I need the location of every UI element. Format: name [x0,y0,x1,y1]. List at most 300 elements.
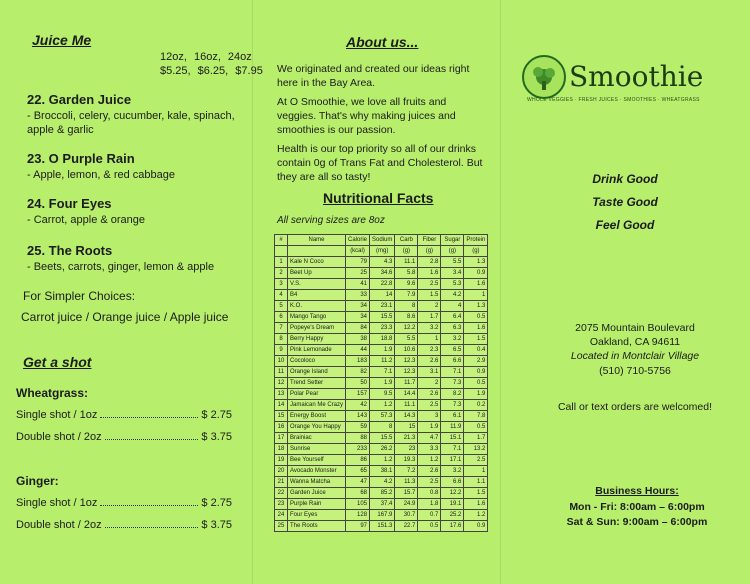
table-cell: 3.2 [441,466,464,477]
table-cell: 42 [346,400,370,411]
table-cell: 26.2 [370,444,395,455]
address-city: Oakland, CA 94611 [589,336,681,348]
fold-line-left [252,0,253,584]
juice-item [27,151,242,182]
table-cell: 38.1 [370,466,395,477]
table-cell: 1.9 [370,345,395,356]
shot-label: Double shot / 2oz [16,431,102,443]
table-cell: 2.8 [418,257,441,268]
table-cell: 0.5 [464,312,488,323]
ginger-title: Ginger: [16,474,59,488]
table-cell: 2 [275,268,288,279]
table-cell: 38 [346,334,370,345]
nutrition-table [274,234,488,532]
table-cell: 15 [395,422,418,433]
juice-item-name: 24. Four Eyes [27,196,112,211]
table-cell: 12.3 [395,356,418,367]
juice-item [27,92,242,137]
serving-size-note: All serving sizes are 8oz [277,215,385,226]
table-cell: 4 [275,290,288,301]
table-cell: Jamaican Me Crazy [288,400,346,411]
juice-prices: $5.25, $6.25, $7.95 [160,65,263,77]
table-cell: 0.9 [464,268,488,279]
table-row [275,477,488,488]
table-cell: 3.3 [418,444,441,455]
table-cell: 11.3 [395,477,418,488]
juice-item-ingredients: - Carrot, apple & orange [27,214,146,226]
table-cell: 84 [346,323,370,334]
table-cell: 7.1 [370,367,395,378]
table-cell: Four Eyes [288,510,346,521]
table-cell: 41 [346,279,370,290]
table-cell: 22 [275,488,288,499]
about-title: About us... [346,34,419,50]
table-header-cell: Name [288,235,346,246]
table-cell: 86 [346,455,370,466]
table-cell: Popeye's Dream [288,323,346,334]
table-cell: 157 [346,389,370,400]
table-cell: 0.9 [464,521,488,532]
table-cell: 10 [275,356,288,367]
table-cell: 6.4 [441,312,464,323]
dot-leader [105,439,199,440]
table-unit-cell [288,246,346,257]
table-cell: 11.9 [441,422,464,433]
juice-menu-title: Juice Me [32,32,92,48]
table-cell: 4.7 [418,433,441,444]
table-cell: 1 [464,466,488,477]
table-cell: 3.4 [441,268,464,279]
table-row [275,301,488,312]
table-header-cell: Sodium [370,235,395,246]
table-cell: 17 [275,433,288,444]
table-cell: 19 [275,455,288,466]
table-cell: 4.2 [441,290,464,301]
table-cell: 1.6 [464,499,488,510]
shot-label: Single shot / 1oz [16,497,98,509]
table-cell: 1.6 [464,323,488,334]
table-cell: 2 [418,301,441,312]
table-cell: 7.2 [395,466,418,477]
table-header-cell: # [275,235,288,246]
call-text-note: Call or text orders are welcomed! [557,401,713,413]
shot-title: Get a shot [23,354,92,370]
table-header-cell: Carb [395,235,418,246]
table-cell: 14 [275,400,288,411]
table-cell: Energy Boost [288,411,346,422]
table-cell: K.O. [288,301,346,312]
table-cell: 0.5 [464,378,488,389]
table-cell: 11 [275,367,288,378]
hours-weekday: Mon - Fri: 8:00am – 6:00pm [569,501,705,513]
table-cell: 6.1 [441,411,464,422]
table-cell: 9.5 [370,389,395,400]
table-cell: 1.5 [464,334,488,345]
table-cell: 16 [275,422,288,433]
table-cell: 8.6 [395,312,418,323]
wheatgrass-title: Wheatgrass: [16,386,89,400]
table-cell: 21.3 [395,433,418,444]
brand-name: Smoothie [569,60,704,93]
table-cell: 1.6 [464,279,488,290]
about-paragraph: We originated and created our ideas right here in the Bay Area. [277,63,470,89]
slogan: Taste Good [592,195,658,209]
table-cell: 11.1 [395,257,418,268]
table-cell: 1.2 [418,455,441,466]
juice-sizes: 12oz, 16oz, 24oz [160,51,252,63]
about-paragraph: Health is our top priority so all of our drinks contain 0g of Trans Fat and Cholesterol. But they are all so tasty! [277,143,483,183]
table-row [275,257,488,268]
table-cell: V.S. [288,279,346,290]
table-unit-cell [275,246,288,257]
dot-leader [105,527,199,528]
table-cell: 6.6 [441,477,464,488]
table-cell: Wanna Matcha [288,477,346,488]
phone-number[interactable]: (510) 710-5756 [599,365,671,377]
table-cell: 8 [395,301,418,312]
table-cell: 7.9 [395,290,418,301]
table-cell: 34.6 [370,268,395,279]
table-cell: Berry Happy [288,334,346,345]
table-header-cell: Calorie [346,235,370,246]
table-cell: 128 [346,510,370,521]
table-cell: 14 [370,290,395,301]
table-cell: 21 [275,477,288,488]
table-cell: 44 [346,345,370,356]
table-cell: 59 [346,422,370,433]
table-cell: 79 [346,257,370,268]
table-cell: 2.6 [418,466,441,477]
dot-leader [100,417,198,418]
table-cell: 7.3 [441,400,464,411]
table-cell: 11.7 [395,378,418,389]
table-cell: 17.1 [441,455,464,466]
wheatgrass-single-line [16,409,232,421]
table-unit-cell: (g) [464,246,488,257]
fold-line-right [500,0,501,584]
table-units-row [275,246,488,257]
table-cell: 4.3 [370,257,395,268]
table-cell: 151.3 [370,521,395,532]
table-cell: 1.9 [464,389,488,400]
table-cell: 4 [441,301,464,312]
table-row [275,290,488,301]
table-cell: 1.3 [464,257,488,268]
juice-item-ingredients: - Beets, carrots, ginger, lemon & apple [27,261,215,273]
table-cell: 7.1 [441,367,464,378]
table-unit-cell: (mg) [370,246,395,257]
table-cell: 20 [275,466,288,477]
table-cell: 12.2 [395,323,418,334]
table-cell: Mango Tango [288,312,346,323]
juice-item [27,196,242,227]
table-cell: 5.5 [441,257,464,268]
table-row [275,312,488,323]
table-row [275,499,488,510]
table-cell: Beet Up [288,268,346,279]
table-cell: 2.5 [418,400,441,411]
table-cell: 8 [275,334,288,345]
table-cell: The Roots [288,521,346,532]
address-street: 2075 Mountain Boulevard [575,322,695,334]
table-cell: 183 [346,356,370,367]
table-row [275,268,488,279]
table-cell: 11.1 [395,400,418,411]
table-cell: 5.8 [395,268,418,279]
table-cell: 25 [275,521,288,532]
shot-price: $ 3.75 [201,431,232,443]
table-cell: 14.4 [395,389,418,400]
table-cell: 2.5 [418,279,441,290]
table-cell: 15.5 [370,312,395,323]
table-cell: 1.9 [418,422,441,433]
table-cell: 6.3 [441,323,464,334]
table-cell: 47 [346,477,370,488]
wheatgrass-double-line [16,431,232,443]
table-cell: 15 [275,411,288,422]
table-cell: 3.2 [441,334,464,345]
juice-item-name: 23. O Purple Rain [27,151,135,166]
table-cell: 0.5 [418,521,441,532]
table-cell: 0.8 [418,488,441,499]
juice-item [27,243,242,274]
juice-item-name: 25. The Roots [27,243,113,258]
table-cell: 6.5 [441,345,464,356]
table-header-row [275,235,488,246]
table-cell: 34 [346,301,370,312]
table-cell: 9.6 [395,279,418,290]
table-cell: 10.6 [395,345,418,356]
table-row [275,323,488,334]
table-cell: 68 [346,488,370,499]
ginger-double-line [16,519,232,531]
simpler-choices-list: Carrot juice / Orange juice / Apple juice [21,310,229,324]
table-cell: 0.9 [464,367,488,378]
table-cell: 2 [418,378,441,389]
table-row [275,356,488,367]
table-row [275,422,488,433]
table-cell: 5 [275,301,288,312]
table-cell: 1.2 [370,400,395,411]
slogan: Feel Good [595,218,655,232]
table-cell: 15.1 [441,433,464,444]
table-cell: 23.1 [370,301,395,312]
table-cell: 1.7 [464,433,488,444]
table-cell: 167.9 [370,510,395,521]
table-cell: 2.6 [418,389,441,400]
table-cell: 97 [346,521,370,532]
table-cell: 1.5 [418,290,441,301]
table-cell: Pink Lemonade [288,345,346,356]
table-cell: 65 [346,466,370,477]
table-cell: 0.4 [464,345,488,356]
table-row [275,411,488,422]
table-row [275,521,488,532]
table-header-cell: Protein [464,235,488,246]
table-row [275,389,488,400]
brand-tagline: WHOLE VEGGIES · FRESH JUICES · SMOOTHIES · WHEATGRASS [527,97,700,103]
table-cell: 13 [275,389,288,400]
shot-price: $ 3.75 [201,519,232,531]
table-row [275,367,488,378]
table-cell: 24 [275,510,288,521]
table-cell: 6 [275,312,288,323]
logo-emblem-icon [522,55,566,99]
table-cell: 12 [275,378,288,389]
juice-item-ingredients: - Broccoli, celery, cucumber, kale, spinach, apple & garlic [27,110,235,136]
table-body [275,257,488,532]
table-cell: 1 [418,334,441,345]
table-row [275,400,488,411]
table-cell: 0.7 [418,510,441,521]
table-cell: 22.8 [370,279,395,290]
ginger-single-line [16,497,232,509]
table-cell: 15.7 [395,488,418,499]
table-cell: 0.5 [464,422,488,433]
table-cell: 18 [275,444,288,455]
table-cell: 19.3 [395,455,418,466]
table-cell: 8.2 [441,389,464,400]
table-cell: 2.6 [418,356,441,367]
table-cell: 3.2 [418,323,441,334]
table-cell: 50 [346,378,370,389]
table-cell: Orange You Happy [288,422,346,433]
table-cell: 23.3 [370,323,395,334]
table-cell: Purple Rain [288,499,346,510]
table-cell: 11.2 [370,356,395,367]
table-cell: 4.2 [370,477,395,488]
table-cell: B4 [288,290,346,301]
table-cell: 19.1 [441,499,464,510]
about-paragraph: At O Smoothie, we love all fruits and veggies. That's why making juices and smoothies is our passion. [277,96,456,136]
table-cell: 7.1 [441,444,464,455]
simpler-choices-title: For Simpler Choices: [23,289,136,303]
table-cell: 1.2 [464,510,488,521]
hours-weekend: Sat & Sun: 9:00am – 6:00pm [566,516,708,528]
table-row [275,488,488,499]
table-cell: 82 [346,367,370,378]
table-cell: 33 [346,290,370,301]
table-cell: 14.3 [395,411,418,422]
table-cell: 22.7 [395,521,418,532]
table-unit-cell: (g) [418,246,441,257]
slogan: Drink Good [592,172,658,186]
table-cell: 105 [346,499,370,510]
dot-leader [100,505,198,506]
table-row [275,334,488,345]
juice-item-name: 22. Garden Juice [27,92,132,107]
table-cell: 3 [275,279,288,290]
table-cell: Kale N Coco [288,257,346,268]
table-cell: 30.7 [395,510,418,521]
table-unit-cell: (g) [395,246,418,257]
table-cell: Cocoloco [288,356,346,367]
table-unit-cell: (g) [441,246,464,257]
table-cell: 12.3 [395,367,418,378]
table-cell: 5.5 [395,334,418,345]
table-cell: 143 [346,411,370,422]
table-row [275,466,488,477]
table-cell: 24.9 [395,499,418,510]
table-cell: Polar Pear [288,389,346,400]
table-cell: 7.8 [464,411,488,422]
table-cell: 13.2 [464,444,488,455]
juice-item-ingredients: - Apple, lemon, & red cabbage [27,169,175,181]
table-cell: Garden Juice [288,488,346,499]
table-cell: 1.5 [464,488,488,499]
address-location: Located in Montclair Village [570,350,700,362]
table-cell: 17.6 [441,521,464,532]
table-row [275,433,488,444]
table-cell: 1.8 [418,499,441,510]
table-cell: 7.3 [441,378,464,389]
table-header-cell: Sugar [441,235,464,246]
shot-label: Single shot / 1oz [16,409,98,421]
table-cell: Sunrise [288,444,346,455]
shot-price: $ 2.75 [201,409,232,421]
table-cell: Bee Yourself [288,455,346,466]
table-cell: 85.2 [370,488,395,499]
table-cell: Trend Setter [288,378,346,389]
table-cell: 6.6 [441,356,464,367]
table-row [275,345,488,356]
table-row [275,455,488,466]
table-cell: 34 [346,312,370,323]
table-row [275,444,488,455]
table-header-cell: Fiber [418,235,441,246]
shot-price: $ 2.75 [201,497,232,509]
table-cell: 25.2 [441,510,464,521]
table-cell: 233 [346,444,370,455]
table-cell: 1.2 [370,455,395,466]
table-cell: 88 [346,433,370,444]
table-cell: Orange Island [288,367,346,378]
table-row [275,510,488,521]
table-cell: 3.1 [418,367,441,378]
table-cell: 5.3 [441,279,464,290]
table-cell: 2.5 [464,455,488,466]
business-hours-title: Business Hours: [595,485,679,497]
table-cell: 25 [346,268,370,279]
table-cell: 1.6 [418,268,441,279]
table-cell: 23 [395,444,418,455]
table-cell: 1.1 [464,477,488,488]
table-cell: 12.2 [441,488,464,499]
table-unit-cell: (kcal) [346,246,370,257]
table-cell: 2.3 [418,345,441,356]
table-cell: 2.9 [464,356,488,367]
shot-label: Double shot / 2oz [16,519,102,531]
table-cell: 23 [275,499,288,510]
table-cell: Brainiac [288,433,346,444]
table-cell: 8 [370,422,395,433]
table-cell: 2.5 [418,477,441,488]
table-cell: 1.3 [464,301,488,312]
table-cell: Avocado Monster [288,466,346,477]
table-row [275,378,488,389]
table-cell: 1 [464,290,488,301]
table-cell: 0.2 [464,400,488,411]
table-cell: 37.4 [370,499,395,510]
table-cell: 3 [418,411,441,422]
table-row [275,279,488,290]
table-cell: 15.5 [370,433,395,444]
nutrition-title: Nutritional Facts [323,190,434,206]
table-cell: 7 [275,323,288,334]
table-cell: 1.9 [370,378,395,389]
table-cell: 57.3 [370,411,395,422]
table-cell: 1 [275,257,288,268]
